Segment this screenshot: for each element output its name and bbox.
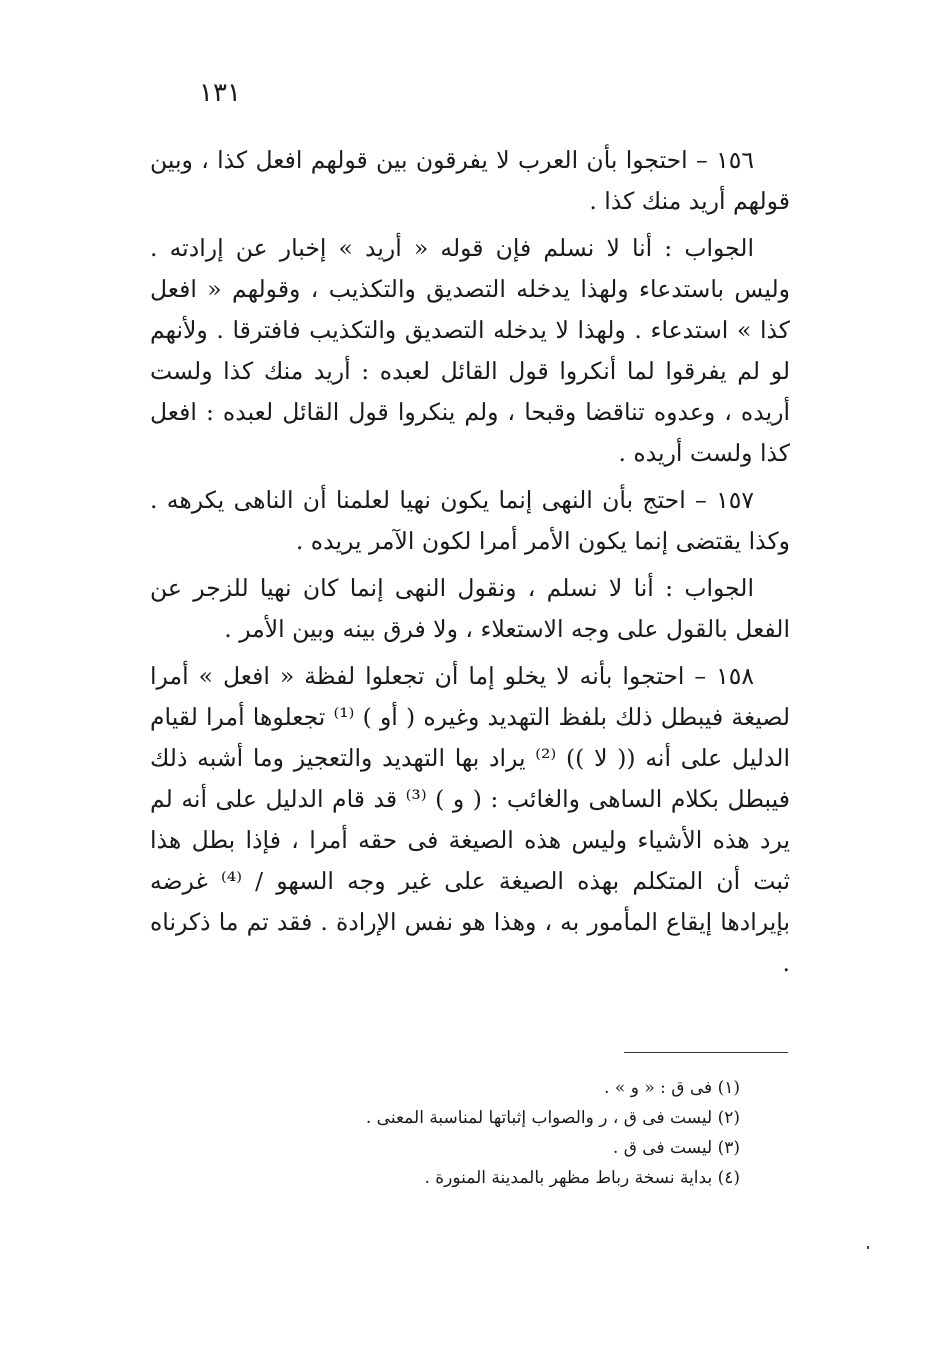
footnote-2: (٢) ليست فى ق ، ر والصواب إثباتها لمناسبة المعنى .	[365, 1108, 740, 1128]
footnotes	[150, 1073, 740, 1193]
paragraph-158: ١٥٨ – احتجوا بأنه لا يخلو إما أن تجعلوا لفظة « افعل » أمرا لصيغة فيبطل ذلك بلفظ التهديد وغيره ( أو ) ⁽¹⁾ تجعلوها أمرا لقيام الدليل على أنه (( لا )) ⁽²⁾ يراد بها التهديد والتعجيز وما أشبه ذلك فيبطل بكلام الساهى والغائب : ( و ) ⁽³⁾ قد قام الدليل على أنه لم يرد هذه الأشياء وليس هذه الصيغة فى حقه أمرا ، فإذا بطل هذا ثبت أن المتكلم بهذه الصيغة على غير وجه السهو / ⁽⁴⁾ غرضه بإيرادها إيقاع المأمور به ، وهذا هو نفس الإرادة . فقد تم ما ذكرناه .	[150, 662, 790, 977]
paragraph-156-answer: الجواب : أنا لا نسلم فإن قوله « أريد » إخبار عن إرادته . وليس باستدعاء ولهذا يدخله التصديق والتكذيب ، وقولهم « افعل كذا » استدعاء . ولهذا لا يدخله التصديق والتكذيب فافترقا . ولأنهم لو لم يفرقوا لما أنكروا قول القائل لعبده : أريد منك كذا ولست أريده ، وعدوه تناقضا وقبحا ، ولم ينكروا قول القائل لعبده : افعل كذا ولست أريده .	[150, 234, 790, 467]
ink-speck	[867, 1246, 869, 1249]
page-number: ١٣١	[199, 78, 241, 108]
footnote-4: (٤) بداية نسخة رباط مظهر بالمدينة المنورة .	[424, 1168, 740, 1188]
paragraph-157-answer: الجواب : أنا لا نسلم ، ونقول النهى إنما كان نهيا للزجر عن الفعل بالقول على وجه الاستعلاء ، ولا فرق بينه وبين الأمر .	[150, 574, 790, 643]
footnote-3: (٣) ليست فى ق .	[612, 1138, 740, 1158]
paragraph-157: ١٥٧ – احتج بأن النهى إنما يكون نهيا لعلمنا أن الناهى يكرهه . وكذا يقتضى إنما يكون الأمر أمرا لكون الآمر يريده .	[150, 486, 790, 555]
footnote-1: (١) فى ق : « و » .	[604, 1078, 740, 1098]
paragraph-156: ١٥٦ – احتجوا بأن العرب لا يفرقون بين قولهم افعل كذا ، وبين قولهم أريد منك كذا .	[150, 146, 790, 215]
footnote-divider	[624, 1052, 788, 1053]
body-text	[150, 140, 790, 990]
